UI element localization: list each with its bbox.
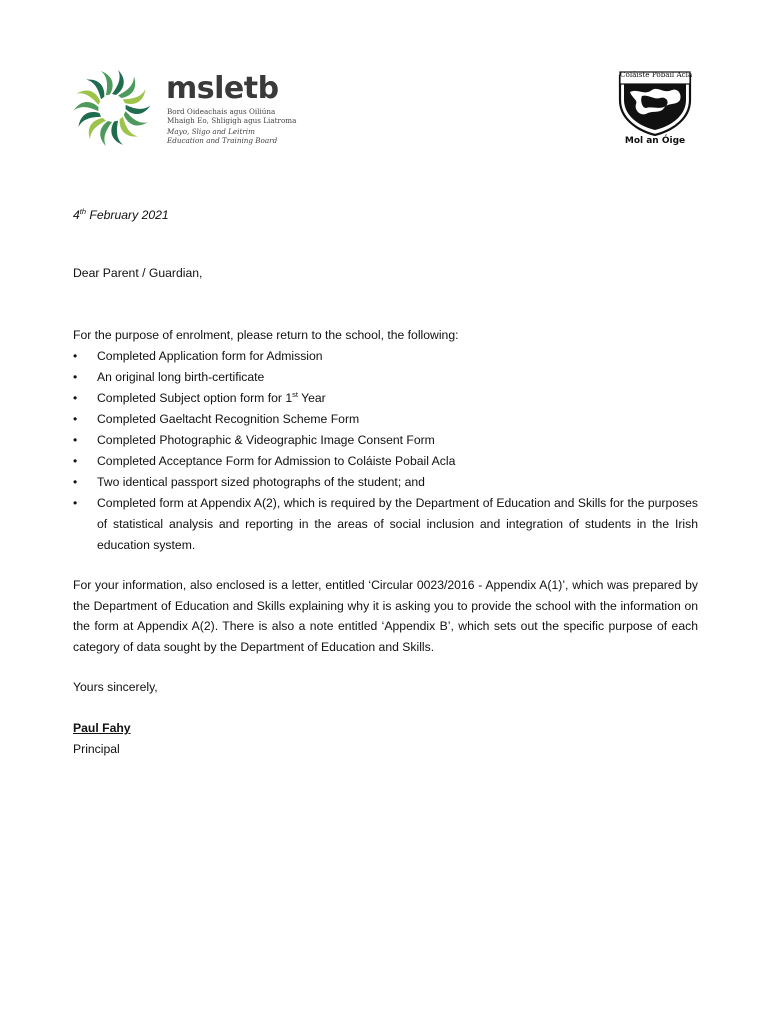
- salutation: Dear Parent / Guardian,: [73, 266, 203, 280]
- bullet-icon: •: [73, 370, 78, 384]
- swirl-blade: [100, 121, 112, 146]
- closing: Yours sincerely,: [73, 680, 158, 694]
- crest-motto: Mol an Óige: [624, 136, 686, 146]
- list-item: • Two identical passport sized photographs of the student; and: [73, 472, 698, 493]
- bullet-icon: •: [73, 349, 78, 363]
- intro-sentence: For the purpose of enrolment, please return to the school, the following:: [73, 328, 459, 342]
- swirl-logo-icon: [70, 66, 154, 150]
- school-crest: [612, 70, 698, 150]
- bullet-icon: •: [73, 412, 78, 426]
- signer-name: Paul Fahy: [73, 721, 131, 735]
- information-paragraph: For your information, also enclosed is a letter, entitled ‘Circular 0023/2016 - Appendix A(1)’, which was prepared by the Department of Education and Skills explaining why it is asking you to provide the school with the information on the form at Appendix A(2). There is also a note entitled ‘Appendix B’, which sets out the specific purpose of each category of data sought by the Department of Education and Skills.: [73, 578, 698, 654]
- etb-logo-line-irish-1: Bord Oideachais agus Oiliúna: [167, 107, 276, 116]
- list-item: • Completed Subject option form for 1st Year: [73, 388, 698, 409]
- bullet-icon: •: [73, 496, 78, 510]
- list-item: • Completed Gaeltacht Recognition Scheme Form: [73, 409, 698, 430]
- etb-logo-name: msletb: [166, 71, 279, 106]
- bullet-icon: •: [73, 454, 78, 468]
- bullet-icon: •: [73, 475, 78, 489]
- swirl-blade: [112, 70, 124, 95]
- enrolment-checklist: [73, 346, 698, 556]
- crest-banner-text: Coláiste Pobail Acla: [620, 70, 693, 79]
- bullet-icon: •: [73, 391, 78, 405]
- list-item: • Completed Application form for Admission: [73, 346, 698, 367]
- etb-logo-line-irish-2: Mhaigh Eo, Shligigh agus Liatroma: [167, 116, 297, 125]
- letter-date: 4th February 2021: [73, 207, 169, 222]
- list-item: • Completed form at Appendix A(2), which is required by the Department of Education and Skills for the purposes of statistical analysis and reporting in the areas of social inclusion and integration of students in the Irish education system.: [73, 493, 698, 556]
- list-item: • Completed Acceptance Form for Admission to Coláiste Pobail Acla: [73, 451, 698, 472]
- list-item: • An original long birth-certificate: [73, 367, 698, 388]
- etb-logo-line-english-2: Education and Training Board: [167, 136, 278, 145]
- bullet-icon: •: [73, 433, 78, 447]
- msletb-logo: [70, 68, 300, 148]
- signer-role: Principal: [73, 742, 120, 756]
- list-item: • Completed Photographic & Videographic Image Consent Form: [73, 430, 698, 451]
- etb-logo-line-english-1: Mayo, Sligo and Leitrim: [167, 127, 255, 136]
